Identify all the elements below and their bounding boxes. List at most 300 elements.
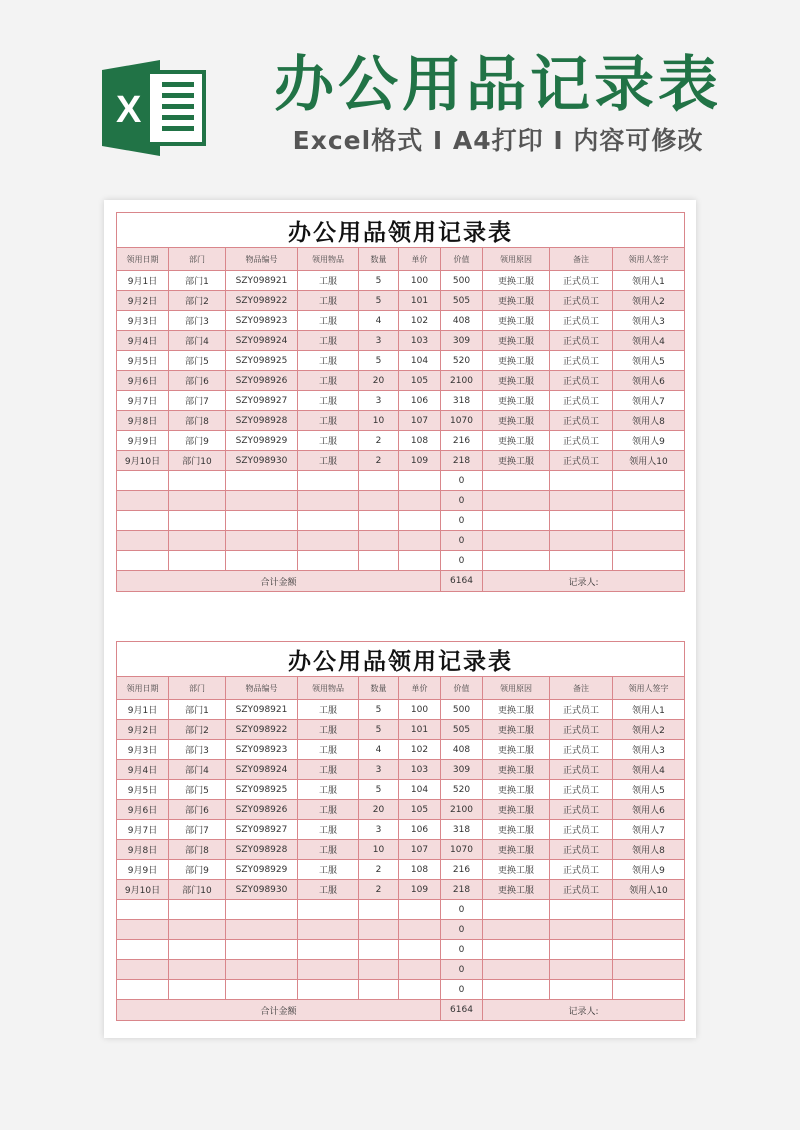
- table-cell[interactable]: 工服: [298, 431, 359, 451]
- table-cell[interactable]: [550, 511, 613, 531]
- table-cell[interactable]: [226, 511, 298, 531]
- table-cell[interactable]: 工服: [298, 800, 359, 820]
- table-cell[interactable]: 部门2: [169, 720, 226, 740]
- table-cell[interactable]: 部门4: [169, 331, 226, 351]
- table-cell[interactable]: 5: [359, 351, 399, 371]
- table-cell[interactable]: 更换工服: [483, 311, 550, 331]
- table-cell[interactable]: 更换工服: [483, 371, 550, 391]
- table-cell[interactable]: 更换工服: [483, 391, 550, 411]
- table-cell[interactable]: 正式员工: [550, 451, 613, 471]
- table-cell[interactable]: [613, 960, 685, 980]
- table-cell[interactable]: 领用人2: [613, 291, 685, 311]
- table-cell[interactable]: 领用人3: [613, 311, 685, 331]
- table-cell[interactable]: 工服: [298, 860, 359, 880]
- table-cell[interactable]: 500: [441, 271, 483, 291]
- table-cell[interactable]: 9月10日: [117, 451, 169, 471]
- table-cell[interactable]: [399, 471, 441, 491]
- table-cell[interactable]: 9月2日: [117, 720, 169, 740]
- table-cell[interactable]: 工服: [298, 371, 359, 391]
- table-cell[interactable]: [550, 471, 613, 491]
- table-cell[interactable]: [359, 491, 399, 511]
- table-cell[interactable]: [117, 900, 169, 920]
- table-cell[interactable]: [359, 960, 399, 980]
- table-cell[interactable]: 500: [441, 700, 483, 720]
- table-cell[interactable]: SZY098924: [226, 331, 298, 351]
- table-cell[interactable]: [169, 900, 226, 920]
- table-cell[interactable]: 领用人1: [613, 700, 685, 720]
- table-cell[interactable]: 5: [359, 291, 399, 311]
- table-cell[interactable]: 109: [399, 880, 441, 900]
- table-cell[interactable]: [613, 940, 685, 960]
- table-cell[interactable]: [399, 940, 441, 960]
- table-cell[interactable]: [399, 920, 441, 940]
- table-cell[interactable]: [117, 471, 169, 491]
- table-cell[interactable]: 408: [441, 740, 483, 760]
- table-cell[interactable]: 正式员工: [550, 311, 613, 331]
- table-cell[interactable]: [359, 980, 399, 1000]
- table-cell[interactable]: [226, 551, 298, 571]
- table-cell[interactable]: [298, 980, 359, 1000]
- table-cell[interactable]: 工服: [298, 311, 359, 331]
- table-cell[interactable]: 9月10日: [117, 880, 169, 900]
- table-cell[interactable]: 部门7: [169, 391, 226, 411]
- table-cell[interactable]: SZY098930: [226, 451, 298, 471]
- table-cell[interactable]: 正式员工: [550, 411, 613, 431]
- table-cell[interactable]: [169, 940, 226, 960]
- table-cell[interactable]: 107: [399, 840, 441, 860]
- table-cell[interactable]: [169, 920, 226, 940]
- table-cell[interactable]: 100: [399, 271, 441, 291]
- table-cell[interactable]: [483, 940, 550, 960]
- table-cell[interactable]: 领用人1: [613, 271, 685, 291]
- table-cell[interactable]: [399, 491, 441, 511]
- table-cell[interactable]: [169, 551, 226, 571]
- table-cell[interactable]: [117, 491, 169, 511]
- table-cell[interactable]: [613, 511, 685, 531]
- table-cell[interactable]: [169, 980, 226, 1000]
- table-cell[interactable]: 9月1日: [117, 700, 169, 720]
- table-cell[interactable]: 20: [359, 371, 399, 391]
- table-cell[interactable]: 9月6日: [117, 371, 169, 391]
- table-cell[interactable]: 109: [399, 451, 441, 471]
- table-cell[interactable]: [483, 980, 550, 1000]
- table-cell[interactable]: [483, 511, 550, 531]
- table-cell[interactable]: 部门10: [169, 880, 226, 900]
- table-cell[interactable]: 4: [359, 311, 399, 331]
- table-cell[interactable]: 领用人6: [613, 371, 685, 391]
- table-cell[interactable]: 部门9: [169, 431, 226, 451]
- table-cell[interactable]: [613, 531, 685, 551]
- table-cell[interactable]: 更换工服: [483, 780, 550, 800]
- table-cell[interactable]: 10: [359, 411, 399, 431]
- table-cell[interactable]: 部门3: [169, 740, 226, 760]
- table-cell[interactable]: [550, 980, 613, 1000]
- table-cell[interactable]: 4: [359, 740, 399, 760]
- table-cell[interactable]: 工服: [298, 820, 359, 840]
- table-cell[interactable]: 领用人9: [613, 431, 685, 451]
- table-cell[interactable]: 部门1: [169, 700, 226, 720]
- table-cell[interactable]: 3: [359, 331, 399, 351]
- table-cell[interactable]: 部门4: [169, 760, 226, 780]
- table-cell[interactable]: [359, 920, 399, 940]
- table-cell[interactable]: 20: [359, 800, 399, 820]
- table-cell[interactable]: 1070: [441, 411, 483, 431]
- table-cell[interactable]: 101: [399, 291, 441, 311]
- table-cell[interactable]: [226, 531, 298, 551]
- table-cell[interactable]: [298, 551, 359, 571]
- table-cell[interactable]: 正式员工: [550, 271, 613, 291]
- table-cell[interactable]: 9月9日: [117, 860, 169, 880]
- table-cell[interactable]: 部门3: [169, 311, 226, 331]
- table-cell[interactable]: SZY098928: [226, 411, 298, 431]
- table-cell[interactable]: 106: [399, 820, 441, 840]
- table-cell[interactable]: 正式员工: [550, 860, 613, 880]
- table-cell[interactable]: [298, 920, 359, 940]
- table-cell[interactable]: 100: [399, 700, 441, 720]
- table-cell[interactable]: SZY098927: [226, 820, 298, 840]
- table-cell[interactable]: [483, 900, 550, 920]
- table-cell[interactable]: [399, 900, 441, 920]
- table-cell[interactable]: 9月3日: [117, 311, 169, 331]
- table-cell[interactable]: [298, 511, 359, 531]
- table-cell[interactable]: 更换工服: [483, 840, 550, 860]
- table-cell[interactable]: 工服: [298, 780, 359, 800]
- table-cell[interactable]: 0: [441, 940, 483, 960]
- table-cell[interactable]: 0: [441, 960, 483, 980]
- table-cell[interactable]: 505: [441, 291, 483, 311]
- table-cell[interactable]: [613, 471, 685, 491]
- table-cell[interactable]: [359, 531, 399, 551]
- table-cell[interactable]: 领用人9: [613, 860, 685, 880]
- table-cell[interactable]: 更换工服: [483, 291, 550, 311]
- table-cell[interactable]: 5: [359, 700, 399, 720]
- table-cell[interactable]: 0: [441, 531, 483, 551]
- table-cell[interactable]: 0: [441, 471, 483, 491]
- table-cell[interactable]: 正式员工: [550, 880, 613, 900]
- table-cell[interactable]: [169, 511, 226, 531]
- table-cell[interactable]: [359, 471, 399, 491]
- table-cell[interactable]: 部门9: [169, 860, 226, 880]
- table-cell[interactable]: 103: [399, 760, 441, 780]
- table-cell[interactable]: 318: [441, 391, 483, 411]
- table-cell[interactable]: SZY098929: [226, 860, 298, 880]
- table-cell[interactable]: [613, 551, 685, 571]
- table-cell[interactable]: [399, 511, 441, 531]
- table-cell[interactable]: [226, 960, 298, 980]
- table-cell[interactable]: 正式员工: [550, 840, 613, 860]
- table-cell[interactable]: SZY098921: [226, 271, 298, 291]
- table-cell[interactable]: 工服: [298, 700, 359, 720]
- table-cell[interactable]: 领用人10: [613, 451, 685, 471]
- table-cell[interactable]: 10: [359, 840, 399, 860]
- table-cell[interactable]: 104: [399, 351, 441, 371]
- table-cell[interactable]: 工服: [298, 740, 359, 760]
- table-cell[interactable]: [550, 940, 613, 960]
- table-cell[interactable]: [298, 900, 359, 920]
- table-cell[interactable]: 部门6: [169, 371, 226, 391]
- table-cell[interactable]: 正式员工: [550, 820, 613, 840]
- table-cell[interactable]: 9月7日: [117, 820, 169, 840]
- table-cell[interactable]: [117, 511, 169, 531]
- table-cell[interactable]: 9月8日: [117, 411, 169, 431]
- table-cell[interactable]: 领用人4: [613, 760, 685, 780]
- table-cell[interactable]: 102: [399, 740, 441, 760]
- recorder-label[interactable]: 记录人:: [483, 1000, 685, 1021]
- table-cell[interactable]: SZY098922: [226, 720, 298, 740]
- table-cell[interactable]: [483, 471, 550, 491]
- table-cell[interactable]: 部门2: [169, 291, 226, 311]
- table-cell[interactable]: 工服: [298, 451, 359, 471]
- table-cell[interactable]: 0: [441, 920, 483, 940]
- table-cell[interactable]: 2: [359, 431, 399, 451]
- table-cell[interactable]: 正式员工: [550, 800, 613, 820]
- table-cell[interactable]: 2100: [441, 800, 483, 820]
- table-cell[interactable]: 正式员工: [550, 760, 613, 780]
- table-cell[interactable]: 正式员工: [550, 391, 613, 411]
- table-cell[interactable]: 2: [359, 880, 399, 900]
- table-cell[interactable]: 更换工服: [483, 800, 550, 820]
- table-cell[interactable]: [550, 551, 613, 571]
- table-cell[interactable]: 0: [441, 980, 483, 1000]
- table-cell[interactable]: [298, 940, 359, 960]
- table-cell[interactable]: 505: [441, 720, 483, 740]
- table-cell[interactable]: 正式员工: [550, 331, 613, 351]
- table-cell[interactable]: 更换工服: [483, 411, 550, 431]
- table-cell[interactable]: 3: [359, 820, 399, 840]
- table-cell[interactable]: 408: [441, 311, 483, 331]
- table-cell[interactable]: 106: [399, 391, 441, 411]
- table-cell[interactable]: 309: [441, 760, 483, 780]
- table-cell[interactable]: 领用人4: [613, 331, 685, 351]
- table-cell[interactable]: [550, 531, 613, 551]
- table-cell[interactable]: [117, 531, 169, 551]
- table-cell[interactable]: 正式员工: [550, 371, 613, 391]
- table-cell[interactable]: [613, 900, 685, 920]
- table-cell[interactable]: 正式员工: [550, 700, 613, 720]
- table-cell[interactable]: [613, 920, 685, 940]
- table-cell[interactable]: 部门1: [169, 271, 226, 291]
- table-cell[interactable]: 216: [441, 431, 483, 451]
- table-cell[interactable]: SZY098924: [226, 760, 298, 780]
- table-cell[interactable]: 正式员工: [550, 431, 613, 451]
- table-cell[interactable]: 104: [399, 780, 441, 800]
- table-cell[interactable]: 101: [399, 720, 441, 740]
- table-cell[interactable]: [226, 900, 298, 920]
- table-cell[interactable]: [226, 920, 298, 940]
- table-cell[interactable]: SZY098923: [226, 311, 298, 331]
- table-cell[interactable]: 工服: [298, 331, 359, 351]
- table-cell[interactable]: 领用人2: [613, 720, 685, 740]
- table-cell[interactable]: [226, 980, 298, 1000]
- table-cell[interactable]: 520: [441, 351, 483, 371]
- table-cell[interactable]: 520: [441, 780, 483, 800]
- table-cell[interactable]: 领用人3: [613, 740, 685, 760]
- table-cell[interactable]: 5: [359, 271, 399, 291]
- table-cell[interactable]: 108: [399, 431, 441, 451]
- table-cell[interactable]: [117, 940, 169, 960]
- table-cell[interactable]: 3: [359, 391, 399, 411]
- table-cell[interactable]: 102: [399, 311, 441, 331]
- table-cell[interactable]: 更换工服: [483, 720, 550, 740]
- table-cell[interactable]: [298, 491, 359, 511]
- table-cell[interactable]: 2: [359, 860, 399, 880]
- table-cell[interactable]: 工服: [298, 840, 359, 860]
- table-cell[interactable]: [399, 551, 441, 571]
- table-cell[interactable]: 9月4日: [117, 331, 169, 351]
- table-cell[interactable]: 105: [399, 371, 441, 391]
- table-cell[interactable]: 更换工服: [483, 880, 550, 900]
- table-cell[interactable]: 9月8日: [117, 840, 169, 860]
- table-cell[interactable]: 0: [441, 900, 483, 920]
- table-cell[interactable]: [169, 960, 226, 980]
- table-cell[interactable]: 工服: [298, 351, 359, 371]
- table-cell[interactable]: SZY098928: [226, 840, 298, 860]
- table-cell[interactable]: 正式员工: [550, 780, 613, 800]
- table-cell[interactable]: 部门8: [169, 840, 226, 860]
- table-cell[interactable]: SZY098926: [226, 371, 298, 391]
- table-cell[interactable]: 工服: [298, 391, 359, 411]
- table-cell[interactable]: [550, 920, 613, 940]
- table-cell[interactable]: 0: [441, 491, 483, 511]
- table-cell[interactable]: SZY098925: [226, 780, 298, 800]
- table-cell[interactable]: 领用人6: [613, 800, 685, 820]
- table-cell[interactable]: 5: [359, 780, 399, 800]
- table-cell[interactable]: 领用人8: [613, 840, 685, 860]
- table-cell[interactable]: [613, 491, 685, 511]
- table-cell[interactable]: 正式员工: [550, 720, 613, 740]
- table-cell[interactable]: 部门5: [169, 780, 226, 800]
- table-cell[interactable]: 更换工服: [483, 331, 550, 351]
- table-cell[interactable]: [298, 471, 359, 491]
- table-cell[interactable]: 正式员工: [550, 351, 613, 371]
- table-cell[interactable]: SZY098926: [226, 800, 298, 820]
- table-cell[interactable]: [399, 960, 441, 980]
- table-cell[interactable]: 更换工服: [483, 451, 550, 471]
- table-cell[interactable]: 218: [441, 451, 483, 471]
- table-cell[interactable]: SZY098927: [226, 391, 298, 411]
- table-cell[interactable]: 318: [441, 820, 483, 840]
- table-cell[interactable]: 工服: [298, 880, 359, 900]
- table-cell[interactable]: 更换工服: [483, 860, 550, 880]
- table-cell[interactable]: 工服: [298, 720, 359, 740]
- table-cell[interactable]: 更换工服: [483, 700, 550, 720]
- table-cell[interactable]: [169, 531, 226, 551]
- table-cell[interactable]: [399, 531, 441, 551]
- table-cell[interactable]: SZY098923: [226, 740, 298, 760]
- table-cell[interactable]: 部门5: [169, 351, 226, 371]
- table-cell[interactable]: 0: [441, 511, 483, 531]
- table-cell[interactable]: 正式员工: [550, 291, 613, 311]
- table-cell[interactable]: 正式员工: [550, 740, 613, 760]
- table-cell[interactable]: 9月5日: [117, 351, 169, 371]
- table-cell[interactable]: [550, 900, 613, 920]
- table-cell[interactable]: 9月7日: [117, 391, 169, 411]
- table-cell[interactable]: 领用人8: [613, 411, 685, 431]
- table-cell[interactable]: [483, 920, 550, 940]
- table-cell[interactable]: 3: [359, 760, 399, 780]
- table-cell[interactable]: [169, 471, 226, 491]
- table-cell[interactable]: 9月1日: [117, 271, 169, 291]
- table-cell[interactable]: 9月5日: [117, 780, 169, 800]
- table-cell[interactable]: [483, 551, 550, 571]
- table-cell[interactable]: [169, 491, 226, 511]
- table-cell[interactable]: 0: [441, 551, 483, 571]
- table-cell[interactable]: 部门8: [169, 411, 226, 431]
- table-cell[interactable]: 9月4日: [117, 760, 169, 780]
- table-cell[interactable]: [298, 531, 359, 551]
- table-cell[interactable]: 领用人7: [613, 820, 685, 840]
- table-cell[interactable]: 9月9日: [117, 431, 169, 451]
- table-cell[interactable]: [117, 980, 169, 1000]
- table-cell[interactable]: 部门6: [169, 800, 226, 820]
- table-cell[interactable]: 部门7: [169, 820, 226, 840]
- table-cell[interactable]: 工服: [298, 291, 359, 311]
- table-cell[interactable]: 5: [359, 720, 399, 740]
- table-cell[interactable]: 9月3日: [117, 740, 169, 760]
- table-cell[interactable]: SZY098921: [226, 700, 298, 720]
- table-cell[interactable]: [399, 980, 441, 1000]
- table-cell[interactable]: 工服: [298, 271, 359, 291]
- table-cell[interactable]: 309: [441, 331, 483, 351]
- table-cell[interactable]: 105: [399, 800, 441, 820]
- table-cell[interactable]: SZY098930: [226, 880, 298, 900]
- table-cell[interactable]: [359, 551, 399, 571]
- table-cell[interactable]: 工服: [298, 411, 359, 431]
- table-cell[interactable]: [359, 900, 399, 920]
- table-cell[interactable]: 107: [399, 411, 441, 431]
- table-cell[interactable]: 216: [441, 860, 483, 880]
- table-cell[interactable]: 领用人5: [613, 780, 685, 800]
- table-cell[interactable]: [613, 980, 685, 1000]
- table-cell[interactable]: 103: [399, 331, 441, 351]
- table-cell[interactable]: 218: [441, 880, 483, 900]
- table-cell[interactable]: 更换工服: [483, 351, 550, 371]
- table-cell[interactable]: [483, 531, 550, 551]
- table-cell[interactable]: [359, 940, 399, 960]
- table-cell[interactable]: 领用人7: [613, 391, 685, 411]
- table-cell[interactable]: 更换工服: [483, 820, 550, 840]
- table-cell[interactable]: 领用人10: [613, 880, 685, 900]
- table-cell[interactable]: 工服: [298, 760, 359, 780]
- table-cell[interactable]: 2100: [441, 371, 483, 391]
- table-cell[interactable]: 更换工服: [483, 740, 550, 760]
- table-cell[interactable]: SZY098925: [226, 351, 298, 371]
- table-cell[interactable]: [226, 491, 298, 511]
- table-cell[interactable]: [226, 471, 298, 491]
- table-cell[interactable]: SZY098929: [226, 431, 298, 451]
- table-cell[interactable]: [117, 920, 169, 940]
- table-cell[interactable]: [483, 491, 550, 511]
- table-cell[interactable]: [226, 940, 298, 960]
- table-cell[interactable]: 更换工服: [483, 431, 550, 451]
- table-cell[interactable]: [483, 960, 550, 980]
- table-cell[interactable]: [117, 551, 169, 571]
- recorder-label[interactable]: 记录人:: [483, 571, 685, 592]
- table-cell[interactable]: 更换工服: [483, 271, 550, 291]
- table-cell[interactable]: [298, 960, 359, 980]
- table-cell[interactable]: [550, 491, 613, 511]
- table-cell[interactable]: 1070: [441, 840, 483, 860]
- table-cell[interactable]: 部门10: [169, 451, 226, 471]
- table-cell[interactable]: SZY098922: [226, 291, 298, 311]
- table-cell[interactable]: 2: [359, 451, 399, 471]
- table-cell[interactable]: 108: [399, 860, 441, 880]
- table-cell[interactable]: [359, 511, 399, 531]
- table-cell[interactable]: 领用人5: [613, 351, 685, 371]
- table-cell[interactable]: 9月2日: [117, 291, 169, 311]
- table-cell[interactable]: [550, 960, 613, 980]
- table-cell[interactable]: 更换工服: [483, 760, 550, 780]
